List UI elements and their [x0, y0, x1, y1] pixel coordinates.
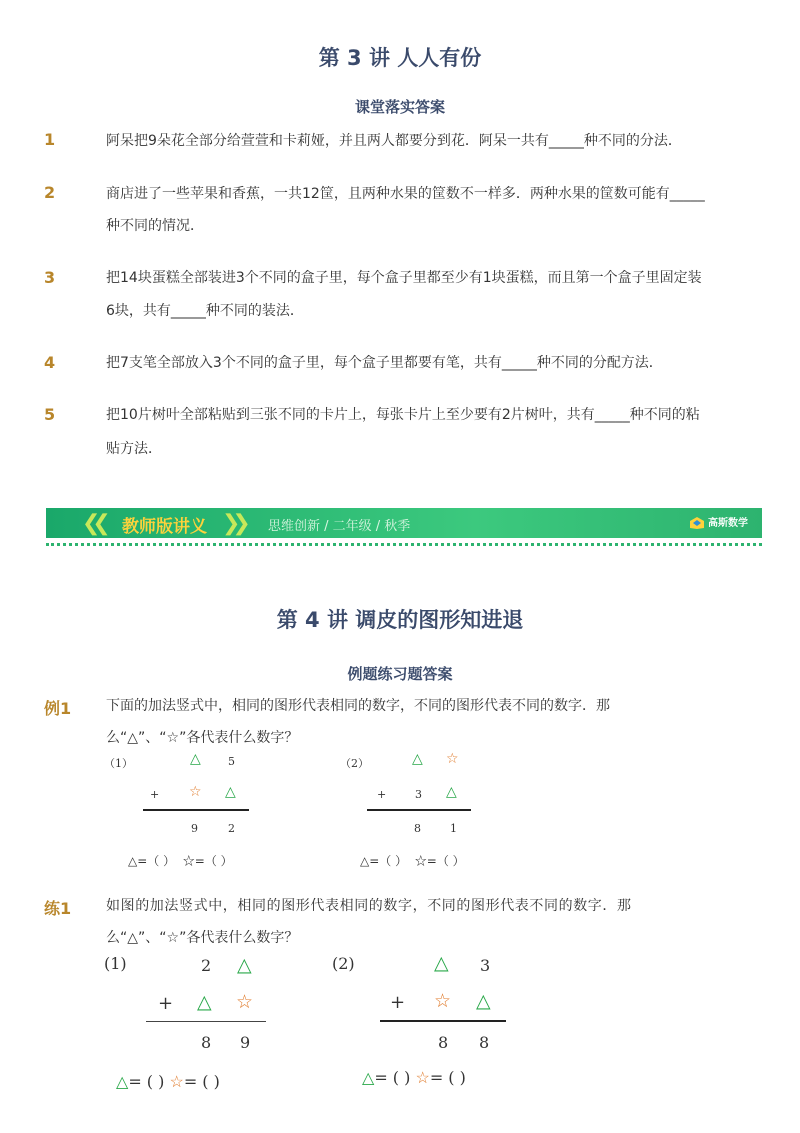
- practice1-p1-sum1: 8: [201, 1033, 212, 1052]
- brand-logo: [689, 514, 748, 530]
- triangle-icon: △: [476, 990, 491, 1012]
- q1-number: 1: [44, 130, 56, 149]
- banner-divider: [46, 543, 762, 546]
- star-icon: ☆: [414, 854, 427, 868]
- star-icon: ☆: [415, 1068, 430, 1087]
- triangle-icon: △: [190, 751, 201, 767]
- banner-subtitle: 思维创新 / 二年级 / 秋季: [268, 519, 411, 534]
- practice1-p1-sum2: 9: [240, 1033, 251, 1052]
- example1-p1-digit: 5: [228, 755, 235, 768]
- sum-line: [143, 809, 249, 811]
- plus-sign: +: [158, 993, 174, 1014]
- example1-text-line1: 下面的加法竖式中，相同的图形代表相同的数字，不同的图形代表不同的数字．那: [106, 698, 610, 714]
- q2-text-line2: 种不同的情况．: [106, 218, 204, 234]
- star-answer-blank: = ( ): [183, 1072, 220, 1091]
- example1-p2-sum1: 8: [414, 822, 421, 835]
- lecture3-section: 课堂落实答案: [354, 98, 445, 116]
- star-answer-blank: =（ ）: [194, 854, 233, 868]
- practice1-p2-sum2: 8: [479, 1033, 490, 1052]
- q2-number: 2: [44, 183, 56, 202]
- lecture3-title: 第 3 讲 人人有份: [318, 46, 482, 70]
- star-icon: ☆: [169, 1072, 184, 1091]
- practice1-p1-digit: 2: [201, 956, 212, 975]
- plus-sign: +: [390, 992, 406, 1013]
- q5-text-line1: 把10片树叶全部粘贴到三张不同的卡片上，每张卡片上至少要有2片树叶，共有_____种不同的粘: [106, 407, 700, 423]
- triangle-answer-blank: = ( ): [128, 1072, 165, 1091]
- triangle-answer-blank: =（ ）: [369, 854, 408, 868]
- star-answer-blank: =（ ）: [426, 854, 465, 868]
- star-answer-blank: = ( ): [429, 1068, 466, 1087]
- brand-logo-text: 高斯数学: [708, 518, 748, 529]
- example1-p1-sum2: 2: [228, 822, 235, 835]
- practice1-p2-sum1: 8: [438, 1033, 449, 1052]
- practice1-label: 练1: [44, 899, 72, 918]
- triangle-answer-blank: = ( ): [374, 1068, 411, 1087]
- star-icon: ☆: [182, 854, 195, 868]
- triangle-icon: △: [128, 854, 138, 868]
- example1-p2-sum2: 1: [450, 822, 457, 835]
- sum-line: [146, 1021, 266, 1022]
- practice1-text-line2: 么“△”、“☆”各代表什么数字？: [106, 930, 299, 946]
- star-icon: ☆: [434, 990, 452, 1012]
- example1-p2-answers: [360, 852, 465, 869]
- example1-p2-label: （2）: [340, 757, 369, 770]
- example1-p1-answers: [128, 852, 233, 869]
- example1-label: 例1: [44, 699, 72, 718]
- star-icon: ☆: [446, 751, 459, 767]
- plus-sign: +: [150, 788, 160, 801]
- q5-text-line2: 贴方法．: [106, 441, 162, 457]
- practice1-p2-digit: 3: [480, 956, 491, 975]
- star-icon: ☆: [189, 784, 202, 800]
- chevron-left-icon: ❮❮: [82, 511, 103, 536]
- triangle-icon: △: [412, 751, 423, 767]
- triangle-icon: △: [446, 784, 457, 800]
- chevron-right-icon: ❯❯: [222, 511, 243, 536]
- lecture4-section: 例题练习题答案: [347, 665, 453, 683]
- triangle-icon: △: [116, 1072, 129, 1091]
- practice1-p2-answers: [362, 1068, 466, 1087]
- practice1-p1-label: (1): [104, 954, 127, 973]
- practice1-p2-label: (2): [332, 954, 355, 973]
- q2-text-line1: 商店进了一些苹果和香蕉，一共12筐，且两种水果的筐数不一样多．两种水果的筐数可能有_____: [106, 186, 705, 202]
- q1-text: 阿呆把9朵花全部分给萱萱和卡莉娅，并且两人都要分到花．阿呆一共有_____种不同的分法．: [106, 133, 682, 149]
- lecture4-title: 第 4 讲 调皮的图形知进退: [276, 608, 524, 632]
- example1-p1-sum1: 9: [191, 822, 198, 835]
- sum-line: [380, 1020, 506, 1022]
- example1-text-line2: 么“△”、“☆”各代表什么数字？: [106, 730, 299, 746]
- teacher-edition-banner: [46, 508, 762, 538]
- q3-text-line1: 把14块蛋糕全部装进3个不同的盒子里，每个盒子里都至少有1块蛋糕，而且第一个盒子里固定装: [106, 270, 702, 286]
- q5-number: 5: [44, 405, 56, 424]
- sum-line: [367, 809, 471, 811]
- triangle-icon: △: [197, 991, 212, 1013]
- q3-number: 3: [44, 268, 56, 287]
- brand-logo-icon: [689, 516, 705, 530]
- triangle-answer-blank: =（ ）: [137, 854, 176, 868]
- triangle-icon: △: [362, 1068, 375, 1087]
- triangle-icon: △: [225, 784, 236, 800]
- q4-text: 把7支笔全部放入3个不同的盒子里，每个盒子里都要有笔，共有_____种不同的分配方法．: [106, 355, 663, 371]
- example1-p2-digit: 3: [415, 788, 422, 801]
- practice1-p1-answers: [116, 1072, 220, 1091]
- practice1-text-line1: 如图的加法竖式中，相同的图形代表相同的数字，不同的图形代表不同的数字．那: [106, 898, 632, 914]
- triangle-icon: △: [237, 954, 252, 976]
- triangle-icon: △: [360, 854, 370, 868]
- q4-number: 4: [44, 353, 56, 372]
- star-icon: ☆: [236, 991, 254, 1013]
- plus-sign: +: [377, 788, 387, 801]
- banner-title: 教师版讲义: [122, 517, 207, 537]
- example1-p1-label: （1）: [104, 757, 133, 770]
- q3-text-line2: 6块，共有_____种不同的装法．: [106, 303, 304, 319]
- triangle-icon: △: [434, 952, 449, 974]
